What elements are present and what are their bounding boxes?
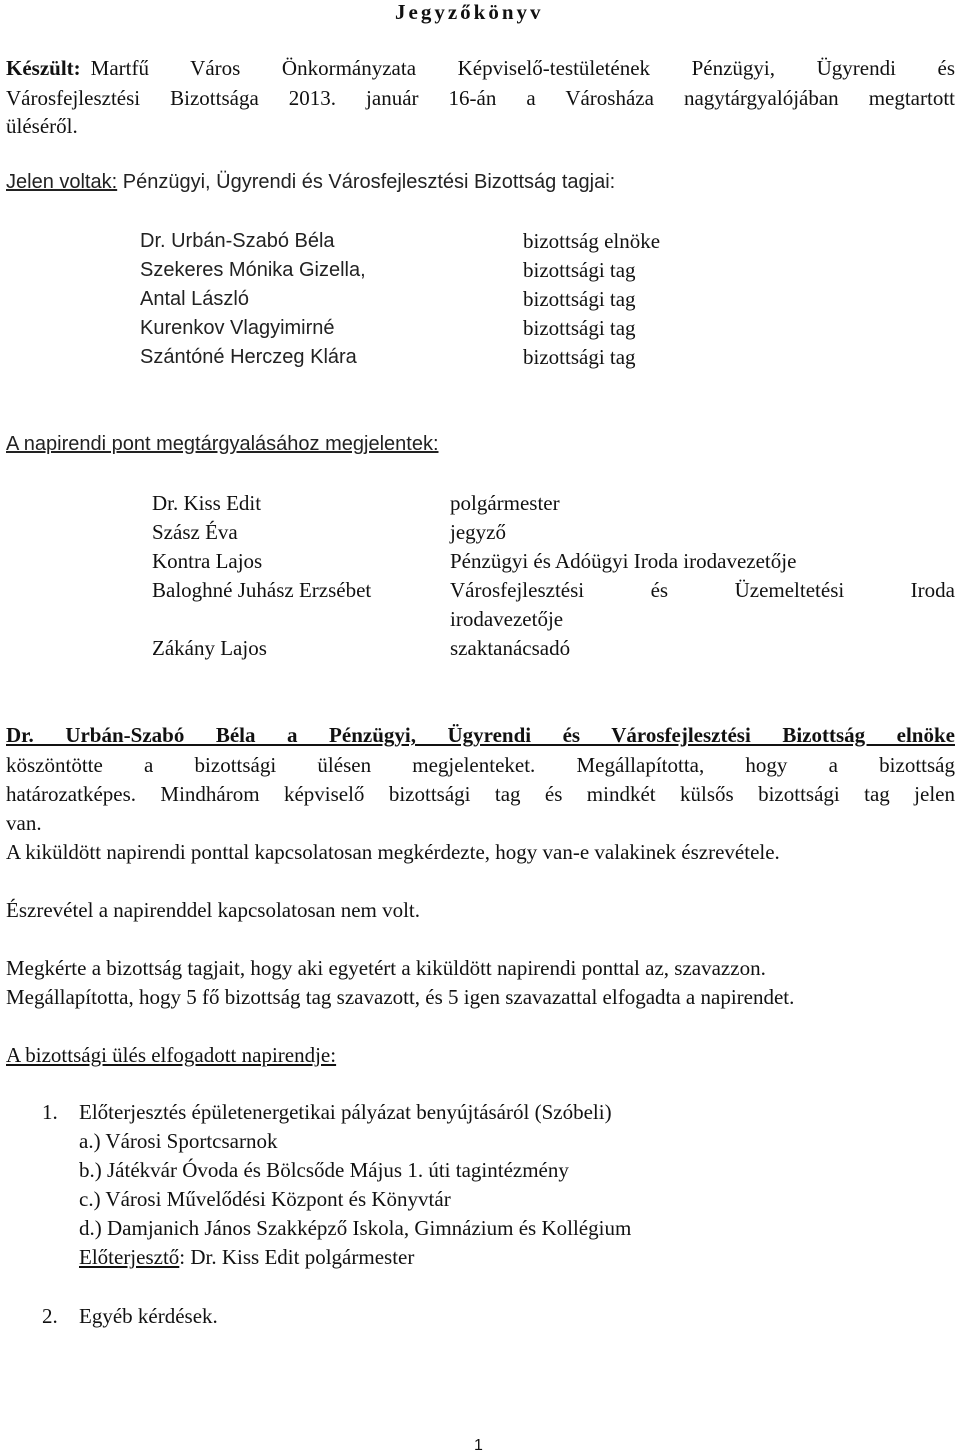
member-name: Szekeres Mónika Gizella, — [140, 259, 366, 281]
member-role: bizottsági tag — [523, 287, 636, 311]
attendee-name: Szász Éva — [152, 520, 238, 544]
attendee-name: Zákány Lajos — [152, 636, 267, 660]
body-line: van. — [6, 811, 42, 835]
present-text: Pénzügyi, Ügyrendi és Városfejlesztési Bizottság tagjai: — [122, 171, 616, 193]
attendees-heading: A napirendi pont megtárgyalásához megjelentek: — [6, 433, 439, 455]
intro-line-1-text: Martfű Város Önkormányzata Képviselő-testületének Pénzügyi, Ügyrendi és — [90, 56, 955, 80]
chair-opening-line: Dr. Urbán-Szabó Béla a Pénzügyi, Ügyrendi és Városfejlesztési Bizottság elnöke — [6, 723, 955, 747]
attendee-role: Pénzügyi és Adóügyi Iroda irodavezetője — [450, 549, 797, 573]
attendee-role: szaktanácsadó — [450, 636, 571, 660]
intro-line-1 — [6, 58, 955, 79]
body-line: Megállapította, hogy 5 fő bizottság tag szavazott, és 5 igen szavazattal elfogadta a napirendet. — [6, 985, 795, 1009]
agenda-item-number: 2. — [42, 1304, 58, 1328]
intro-line-2: Városfejlesztési Bizottsága 2013. január 16-án a Városháza nagytárgyalójában megtartott — [6, 86, 955, 110]
body-line: Megkérte a bizottság tagjait, hogy aki egyetért a kiküldött napirendi ponttal az, szavazzon. — [6, 956, 766, 980]
attendee-name: Dr. Kiss Edit — [152, 491, 262, 515]
present-label: Jelen voltak: — [6, 171, 118, 193]
member-name: Dr. Urbán-Szabó Béla — [140, 230, 335, 252]
attendee-role: Városfejlesztési és Üzemeltetési Iroda — [450, 578, 955, 602]
agenda-subitem: c.) Városi Művelődési Központ és Könyvtár — [79, 1187, 451, 1211]
attendee-name: Baloghné Juhász Erzsébet — [152, 578, 372, 602]
attendee-role: polgármester — [450, 491, 560, 515]
member-name: Antal László — [140, 288, 249, 310]
page-number: 1 — [474, 1437, 483, 1454]
attendee-role-cont: irodavezetője — [450, 607, 564, 631]
member-role: bizottsági tag — [523, 316, 636, 340]
body-line: köszöntötte a bizottsági ülésen megjelenteket. Megállapította, hogy a bizottság — [6, 753, 955, 777]
agenda-item-number: 1. — [42, 1100, 58, 1124]
member-name: Kurenkov Vlagyimirné — [140, 317, 335, 339]
member-role: bizottsági tag — [523, 345, 636, 369]
agenda-subitem: d.) Damjanich János Szakképző Iskola, Gimnázium és Kollégium — [79, 1216, 632, 1240]
body-line: határozatképes. Mindhárom képviselő bizottsági tag és mindkét külsős bizottsági tag jelen — [6, 782, 955, 806]
agenda-subitem: a.) Városi Sportcsarnok — [79, 1129, 278, 1153]
document-title: Jegyzőkönyv — [395, 0, 544, 24]
body-line: A kiküldött napirendi ponttal kapcsolatosan megkérdezte, hogy van-e valakinek észrevétele. — [6, 840, 780, 864]
body-line: Észrevétel a napirenddel kapcsolatosan nem volt. — [6, 898, 421, 922]
member-name: Szántóné Herczeg Klára — [140, 346, 357, 368]
intro-label: Készült: — [6, 56, 81, 80]
attendee-role: jegyző — [450, 520, 506, 544]
intro-line-3: üléséről. — [6, 114, 78, 138]
presenter-label: Előterjesztő — [79, 1245, 180, 1269]
agenda-item-title: Egyéb kérdések. — [79, 1304, 218, 1328]
member-role: bizottság elnöke — [523, 229, 661, 253]
presenter-text: : Dr. Kiss Edit polgármester — [179, 1245, 415, 1269]
member-role: bizottsági tag — [523, 258, 636, 282]
agenda-presenter — [79, 1247, 414, 1268]
agenda-subitem: b.) Játékvár Óvoda és Bölcsőde Május 1. úti tagintézmény — [79, 1158, 569, 1182]
agenda-heading: A bizottsági ülés elfogadott napirendje: — [6, 1043, 337, 1067]
agenda-item-title: Előterjesztés épületenergetikai pályázat benyújtásáról (Szóbeli) — [79, 1100, 612, 1124]
present-line — [6, 172, 615, 192]
attendee-name: Kontra Lajos — [152, 549, 263, 573]
